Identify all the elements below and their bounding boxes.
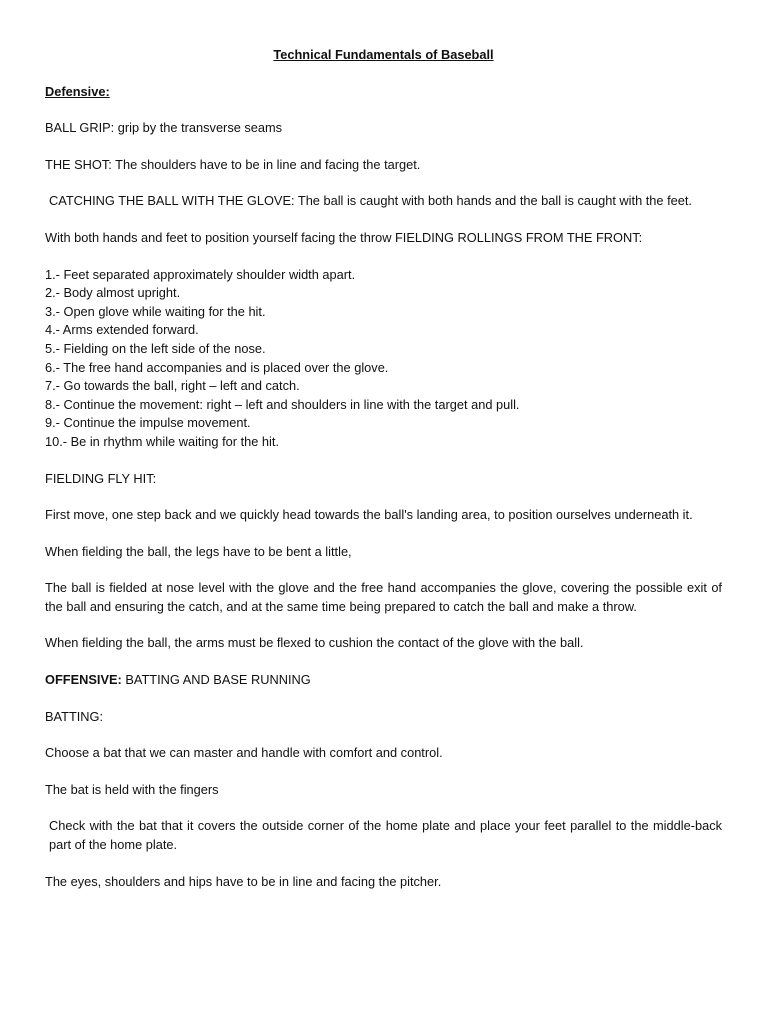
- batting-heading: BATTING:: [45, 708, 104, 724]
- fielding-rollings-intro: With both hands and feet to position yourself facing the throw FIELDING ROLLINGS FROM THE FRONT:: [45, 229, 643, 245]
- document-title: Technical Fundamentals of Baseball: [273, 47, 494, 62]
- offensive-heading: [45, 671, 722, 690]
- batting-paragraph-3: Check with the bat that it covers the outside corner of the home plate and place your feet parallel to the middle-back part of the home plate.: [49, 818, 722, 853]
- list-item: 5.- Fielding on the left side of the nose.: [45, 340, 266, 356]
- defensive-heading: Defensive:: [45, 83, 110, 99]
- list-item: 10.- Be in rhythm while waiting for the hit.: [45, 433, 280, 449]
- list-item: 1.- Feet separated approximately shoulder width apart.: [45, 266, 356, 282]
- the-shot-paragraph: THE SHOT: The shoulders have to be in line and facing the target.: [45, 156, 421, 172]
- batting-paragraph-4: The eyes, shoulders and hips have to be in line and facing the pitcher.: [45, 873, 442, 889]
- list-item: 9.- Continue the impulse movement.: [45, 415, 251, 431]
- ball-grip-paragraph: BALL GRIP: grip by the transverse seams: [45, 120, 283, 136]
- fielding-steps-list: [45, 266, 722, 452]
- fly-paragraph-4: When fielding the ball, the arms must be flexed to cushion the contact of the glove with the ball.: [45, 635, 584, 651]
- batting-paragraph-1: Choose a bat that we can master and handle with comfort and control.: [45, 745, 443, 761]
- fielding-fly-heading: FIELDING FLY HIT:: [45, 470, 157, 486]
- list-item: 4.- Arms extended forward.: [45, 322, 199, 338]
- offensive-label: OFFENSIVE:: [45, 672, 122, 688]
- catching-paragraph: CATCHING THE BALL WITH THE GLOVE: The ball is caught with both hands and the ball is caught with the feet.: [49, 193, 692, 209]
- list-item: 6.- The free hand accompanies and is placed over the glove.: [45, 359, 389, 375]
- offensive-rest: BATTING AND BASE RUNNING: [121, 672, 311, 688]
- list-item: 8.- Continue the movement: right – left and shoulders in line with the target and pull.: [45, 396, 520, 412]
- list-item: 2.- Body almost upright.: [45, 285, 181, 301]
- fly-paragraph-2: When fielding the ball, the legs have to be bent a little,: [45, 543, 352, 559]
- fly-paragraph-3: The ball is fielded at nose level with the glove and the free hand accompanies the glove, covering the possible exit of the ball and ensuring the catch, and at the same time being prepared to catch the ball and make a throw.: [45, 580, 722, 614]
- list-item: 3.- Open glove while waiting for the hit.: [45, 303, 266, 319]
- list-item: 7.- Go towards the ball, right – left and catch.: [45, 378, 300, 394]
- batting-paragraph-2: The bat is held with the fingers: [45, 781, 219, 797]
- fly-paragraph-1: First move, one step back and we quickly head towards the ball's landing area, to position ourselves underneath it.: [45, 507, 693, 523]
